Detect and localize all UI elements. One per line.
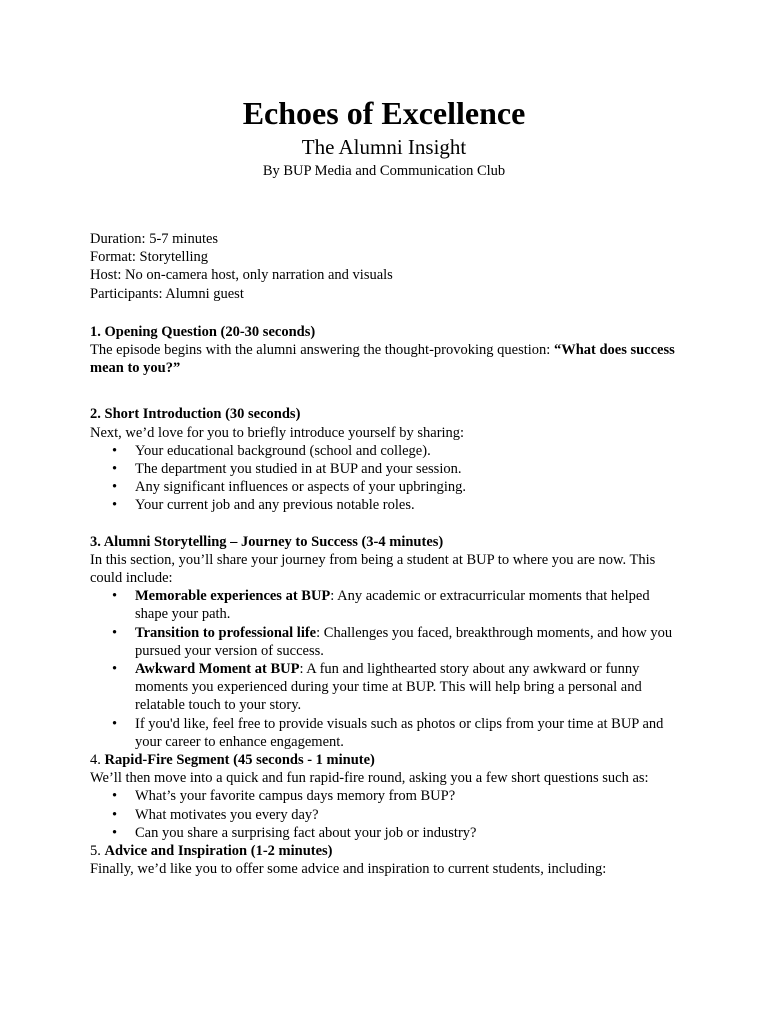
document-body xyxy=(90,230,680,879)
list-item: • Transition to professional life: Challenges you faced, breakthrough moments, and how you pursued your version of success. xyxy=(135,624,680,660)
meta-format: Format: Storytelling xyxy=(90,249,209,266)
section-text: We’ll then move into a quick and fun rapid-fire round, asking you a few short questions such as: xyxy=(90,770,649,787)
bullet-list xyxy=(90,442,680,515)
list-item: • Awkward Moment at BUP: A fun and lighthearted story about any awkward or funny moments you experienced during your time at BUP. This will help bring a personal and relatable touch to your story. xyxy=(135,660,680,715)
section-heading: 5. Advice and Inspiration (1-2 minutes) xyxy=(90,843,333,860)
section-text: Finally, we’d like you to offer some advice and inspiration to current students, including: xyxy=(90,861,607,878)
list-item: • Your educational background (school and college). xyxy=(135,442,680,460)
episode-meta xyxy=(90,230,680,303)
list-item: • Can you share a surprising fact about your job or industry? xyxy=(135,824,680,842)
list-item: • What’s your favorite campus days memory from BUP? xyxy=(135,787,680,805)
section-alumni-storytelling xyxy=(90,533,680,751)
section-text: The episode begins with the alumni answering the thought-provoking question: “What does success mean to you?” xyxy=(90,342,675,377)
section-text: Next, we’d love for you to briefly introduce yourself by sharing: xyxy=(90,424,465,441)
bullet-list xyxy=(90,587,680,751)
list-item: • Memorable experiences at BUP: Any academic or extracurricular moments that helped shape your path. xyxy=(135,587,680,623)
section-text: In this section, you’ll share your journey from being a student at BUP to where you are now. This could include: xyxy=(90,551,656,587)
section-rapid-fire xyxy=(90,751,680,842)
section-opening-question xyxy=(90,323,680,378)
bullet-list xyxy=(90,787,680,842)
document-byline: By BUP Media and Communication Club xyxy=(262,163,506,179)
meta-duration: Duration: 5-7 minutes xyxy=(90,231,219,247)
opening-question: “What does success mean to you?” xyxy=(90,342,675,377)
section-heading: 4. Rapid-Fire Segment (45 seconds - 1 minute) xyxy=(90,752,375,769)
section-heading: 3. Alumni Storytelling – Journey to Success (3-4 minutes) xyxy=(90,533,444,550)
list-item: • What motivates you every day? xyxy=(135,806,680,824)
list-item: • Your current job and any previous notable roles. xyxy=(135,496,680,514)
list-item: • The department you studied in at BUP and your session. xyxy=(135,460,680,478)
section-short-introduction xyxy=(90,405,680,514)
document-subtitle: The Alumni Insight xyxy=(301,135,467,159)
section-heading: 2. Short Introduction (30 seconds) xyxy=(90,406,301,423)
meta-participants: Participants: Alumni guest xyxy=(90,285,244,302)
meta-host: Host: No on-camera host, only narration and visuals xyxy=(90,267,393,284)
list-item: • If you'd like, feel free to provide visuals such as photos or clips from your time at BUP and your career to enhance engagement. xyxy=(135,715,680,751)
section-advice-inspiration xyxy=(90,842,680,878)
section-heading: 1. Opening Question (20-30 seconds) xyxy=(90,323,316,340)
list-item: • Any significant influences or aspects of your upbringing. xyxy=(135,478,680,496)
document-title: Echoes of Excellence xyxy=(242,95,526,131)
